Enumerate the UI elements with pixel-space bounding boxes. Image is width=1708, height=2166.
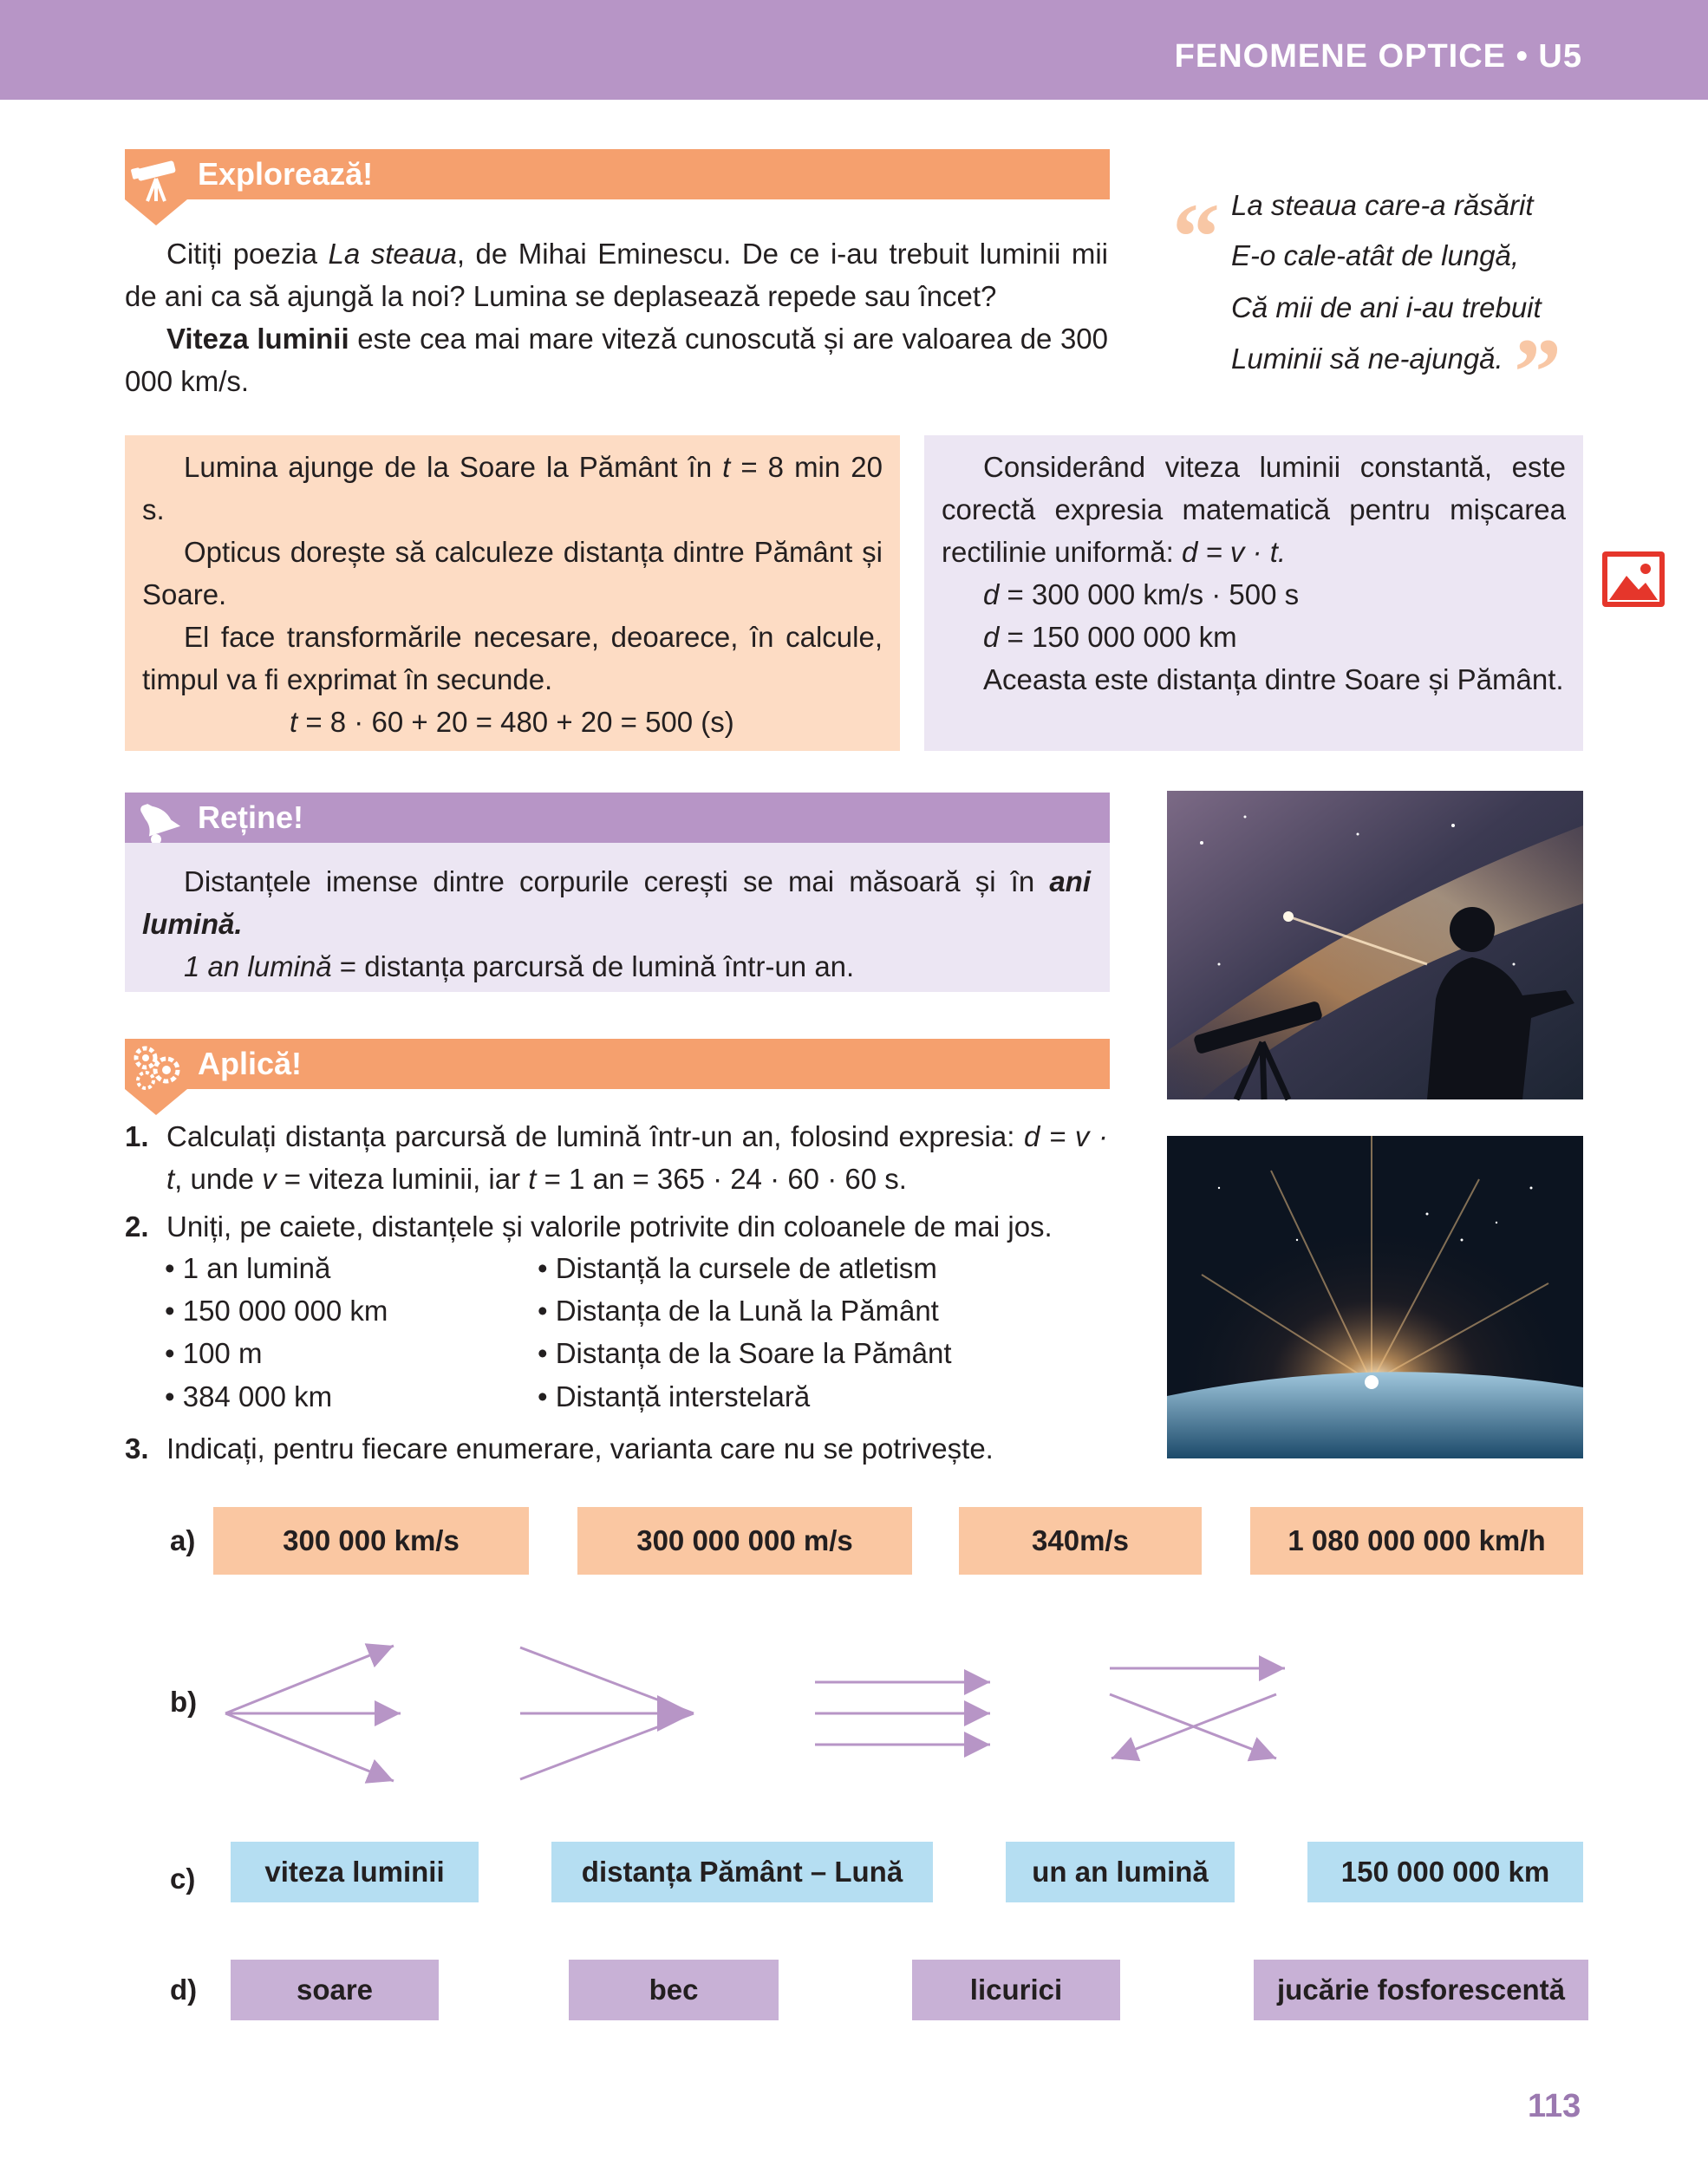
right-col-item: • Distanța de la Lună la Pământ xyxy=(538,1295,939,1327)
right-col-item: • Distanță la cursele de atletism xyxy=(538,1252,937,1284)
question-1-text: Calculați distanța parcursă de lumină într-un an, folosind expresia: d = v · t, unde v = viteza luminii, iar t = 1 an = 365 · 24 · 60 · 60 s. xyxy=(166,1120,1108,1195)
explore-banner xyxy=(125,149,1110,199)
converging-rays-option[interactable] xyxy=(520,1647,694,1779)
distance-eq-2: d = 150 000 000 km xyxy=(983,621,1237,653)
option-c-label: c) xyxy=(170,1863,196,1895)
diverging-rays-option[interactable] xyxy=(225,1646,401,1781)
svg-text:”: ” xyxy=(1514,319,1561,425)
bell-icon xyxy=(134,798,184,850)
distance-conclusion: Aceasta este distanța dintre Soare și Pământ. xyxy=(983,663,1564,695)
poem-line-1: La steaua care-a răsărit xyxy=(1231,189,1534,221)
left-col-item: • 1 an lumină xyxy=(165,1252,331,1284)
opticus-line-1: Lumina ajunge de la Soare la Pământ în t = 8 min 20 s. xyxy=(142,451,883,525)
parallel-rays-option[interactable] xyxy=(815,1682,990,1745)
option-a-4[interactable]: 1 080 000 000 km/h xyxy=(1250,1507,1583,1575)
poem-line-3: Că mii de ani i-au trebuit xyxy=(1231,291,1542,323)
left-col-item: • 150 000 000 km xyxy=(165,1295,388,1327)
poem-line-4: Luminii să ne-ajungă. xyxy=(1231,343,1503,375)
explore-text: , de Mihai Eminescu. De ce i-au trebuit luminii mii de ani ca să ajungă la noi? Lumina se deplasează repede sau încet? xyxy=(125,238,1108,312)
option-a-2[interactable]: 300 000 000 m/s xyxy=(577,1507,912,1575)
milky-way-photo xyxy=(1167,791,1583,1099)
option-d-4[interactable]: jucărie fosforescentă xyxy=(1254,1960,1588,2020)
remember-banner xyxy=(125,793,1110,843)
option-a-3[interactable]: 340m/s xyxy=(959,1507,1202,1575)
question-1-number: 1. xyxy=(125,1120,149,1152)
option-c-4[interactable]: 150 000 000 km xyxy=(1307,1842,1583,1902)
svg-text:“: “ xyxy=(1172,184,1220,290)
explore-title: Explorează! xyxy=(198,156,374,192)
question-2-text: Uniți, pe caiete, distanțele și valorile potrivite din coloanele de mai jos. xyxy=(166,1210,1053,1243)
question-3-text: Indicați, pentru fiecare enumerare, varianta care nu se potrivește. xyxy=(166,1432,994,1465)
option-a-label: a) xyxy=(170,1524,196,1556)
distance-box xyxy=(924,435,1583,751)
open-quote-icon xyxy=(1172,184,1226,290)
distance-line-1: Considerând viteza luminii constantă, este corectă expresia matematică pentru mișcarea rectilinie uniformă: d = v · t. xyxy=(942,451,1566,568)
telescope-icon xyxy=(130,154,186,205)
option-d-label: d) xyxy=(170,1974,198,2006)
poem-line-2: E-o cale-atât de lungă, xyxy=(1231,239,1520,271)
question-3-number: 3. xyxy=(125,1432,149,1465)
option-d-3[interactable]: licurici xyxy=(912,1960,1120,2020)
option-a-1[interactable]: 300 000 km/s xyxy=(213,1507,529,1575)
light-speed-term: Viteza luminii xyxy=(166,323,349,355)
crossing-rays-option[interactable] xyxy=(1110,1668,1285,1758)
remember-title: Reține! xyxy=(198,799,304,835)
gears-icon xyxy=(132,1044,186,1093)
explore-text: este cea mai mare viteză cunoscută și are valoarea de 300 000 km/s. xyxy=(125,323,1109,397)
remember-box xyxy=(125,843,1110,992)
left-col-item: • 384 000 km xyxy=(165,1380,333,1412)
poem-title: La steaua xyxy=(328,238,457,270)
left-col-item: • 100 m xyxy=(165,1337,263,1369)
page-number: 113 xyxy=(1528,2088,1581,2124)
option-c-2[interactable]: distanța Pământ – Lună xyxy=(551,1842,933,1902)
opticus-line-3: El face transformările necesare, deoarece, în calcule, timpul va fi exprimat în secunde. xyxy=(142,621,883,695)
remember-line-2: 1 an lumină = distanța parcursă de lumină într-un an. xyxy=(184,950,855,982)
explore-text: Citiți poezia xyxy=(166,238,329,270)
opticus-line-2: Opticus dorește să calculeze distanța dintre Pământ și Soare. xyxy=(142,536,883,610)
option-c-1[interactable]: viteza luminii xyxy=(231,1842,479,1902)
right-col-item: • Distanță interstelară xyxy=(538,1380,811,1412)
opticus-formula: t = 8 · 60 + 20 = 480 + 20 = 500 (s) xyxy=(290,706,734,738)
ray-diagrams xyxy=(217,1630,1292,1786)
apply-title: Aplică! xyxy=(198,1046,303,1081)
distance-eq-1: d = 300 000 km/s · 500 s xyxy=(983,578,1300,610)
image-icon[interactable] xyxy=(1600,550,1666,609)
explore-paragraph-1 xyxy=(125,232,1108,317)
option-b-label: b) xyxy=(170,1686,198,1718)
option-d-1[interactable]: soare xyxy=(231,1960,439,2020)
earth-light-photo xyxy=(1167,1136,1583,1458)
right-col-item: • Distanța de la Soare la Pământ xyxy=(538,1337,952,1369)
remember-line-1: Distanțele imense dintre corpurile cerești se mai măsoară și în ani lumină. xyxy=(142,865,1091,940)
option-c-3[interactable]: un an lumină xyxy=(1006,1842,1235,1902)
opticus-box xyxy=(125,435,900,751)
close-quote-icon xyxy=(1514,319,1568,425)
explore-paragraph-2 xyxy=(125,317,1108,402)
question-2-number: 2. xyxy=(125,1210,149,1243)
apply-banner xyxy=(125,1039,1110,1089)
chapter-title: FENOMENE OPTICE • U5 xyxy=(1174,38,1582,75)
option-d-2[interactable]: bec xyxy=(569,1960,779,2020)
